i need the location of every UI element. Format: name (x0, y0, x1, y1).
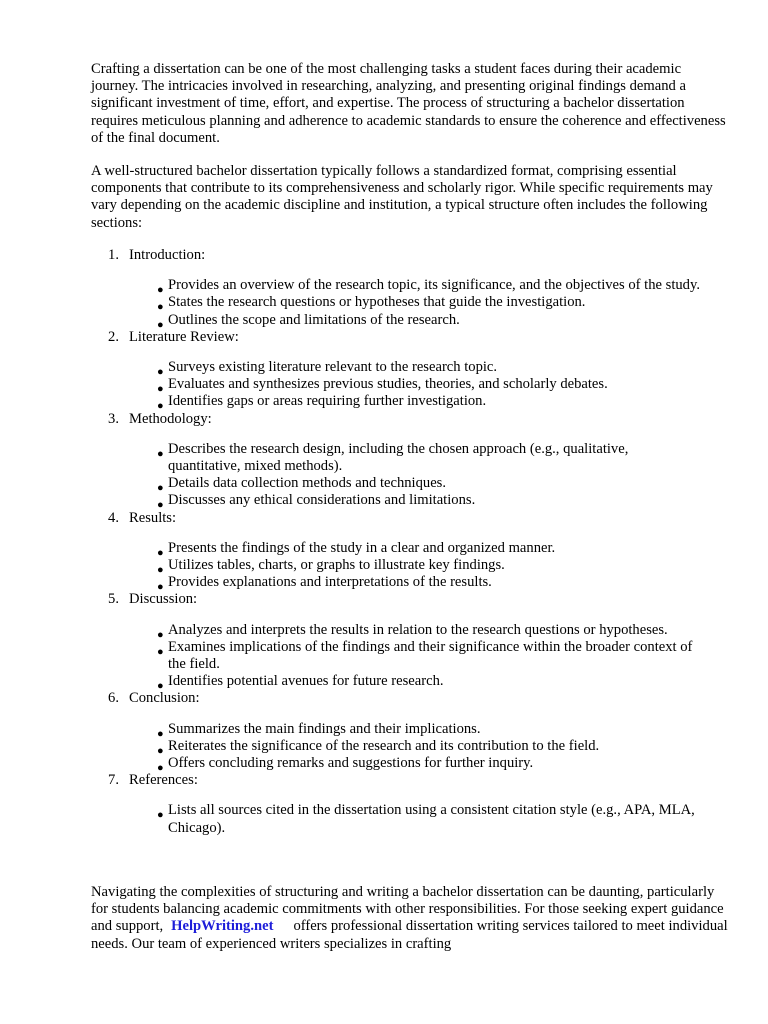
section-bullet-list (0, 441, 768, 510)
bullet-item (0, 574, 704, 594)
bullet-dot-icon: ● (157, 628, 164, 641)
bullet-item (0, 492, 704, 512)
section-title: References: (129, 772, 198, 789)
closing-paragraph (91, 884, 731, 953)
section-item (0, 772, 768, 837)
bullet-text: Reiterates the significance of the research and its contribution to the field. (168, 737, 600, 754)
section-bullet-list (0, 622, 768, 691)
bullet-text: Lists all sources cited in the dissertation using a consistent citation style (e.g., APA, MLA, Chicago). (168, 802, 695, 836)
bullet-dot-icon: ● (157, 400, 164, 413)
section-number: 1. (108, 247, 119, 263)
bullet-text: Provides explanations and interpretations of the results. (168, 574, 492, 591)
bullet-dot-icon: ● (157, 383, 164, 396)
section-heading (0, 247, 768, 264)
bullet-text: Identifies gaps or areas requiring further investigation. (168, 393, 487, 410)
bullet-dot-icon: ● (157, 581, 164, 594)
bullet-item (0, 738, 704, 755)
section-title: Discussion: (129, 591, 198, 608)
intro-paragraph: Crafting a dissertation can be one of the most challenging tasks a student faces during their academic journey. The intricacies involved in researching, analyzing, and presenting original findings demand a significant investment of time, effort, and expertise. The process of structuring a bachelor dissertation requires meticulous planning and adherence to academic standards to ensure the coherence and effectiveness of the final document. (91, 61, 726, 146)
bullet-dot-icon: ● (157, 680, 164, 693)
bullet-item (0, 673, 704, 693)
section-title: Conclusion: (129, 690, 200, 707)
bullet-text: Provides an overview of the research topic, its significance, and the objectives of the study. (168, 277, 700, 294)
bullet-dot-icon: ● (157, 809, 164, 822)
bullet-dot-icon: ● (157, 482, 164, 495)
bullet-dot-icon: ● (157, 727, 164, 740)
bullet-item (0, 475, 704, 495)
bullet-item (0, 294, 704, 314)
section-item (0, 591, 768, 693)
bullet-item (0, 721, 704, 738)
section-heading (0, 329, 768, 346)
bullet-text: Presents the findings of the study in a clear and organized manner. (168, 539, 556, 556)
section-heading (0, 510, 768, 527)
bullet-item (0, 359, 704, 376)
bullet-text: Examines implications of the findings and their significance within the broader context of the field. (168, 638, 693, 672)
section-number: 5. (108, 591, 119, 608)
closing-text-after-link: offers professional dissertation writing services tailored to meet individual needs. Our team of experienced writers specializes in crafting (91, 918, 728, 952)
bullet-text: Describes the research design, including the chosen approach (e.g., qualitative, quantitative, mixed methods). (168, 440, 629, 474)
bullet-dot-icon: ● (157, 301, 164, 314)
bullet-item (0, 802, 704, 836)
section-heading (0, 411, 768, 428)
bullet-text: Discusses any ethical considerations and limitations. (168, 492, 476, 509)
closing-text-before-link: Navigating the complexities of structuring and writing a bachelor dissertation can be daunting, particularly for students balancing academic commitments with other responsibilities. For those seeking expert guidance and support, (91, 884, 724, 935)
bullet-text: Summarizes the main findings and their implications. (168, 720, 481, 737)
bullet-dot-icon: ● (157, 563, 164, 576)
section-title: Methodology: (129, 410, 212, 427)
section-heading (0, 690, 768, 707)
bullet-item (0, 441, 704, 475)
bullet-item (0, 622, 704, 639)
section-bullet-list (0, 721, 768, 773)
bullet-dot-icon: ● (157, 645, 164, 658)
section-item (0, 510, 768, 592)
helpwriting-link[interactable]: HelpWriting.net (171, 918, 274, 935)
bullet-text: Utilizes tables, charts, or graphs to illustrate key findings. (168, 556, 505, 573)
section-number: 4. (108, 509, 119, 526)
section-title: Literature Review: (129, 328, 239, 345)
section-number: 3. (108, 410, 119, 427)
bullet-dot-icon: ● (157, 744, 164, 757)
bullet-dot-icon: ● (157, 447, 164, 460)
bullet-text: Offers concluding remarks and suggestions for further inquiry. (168, 754, 534, 771)
section-number: 7. (108, 772, 119, 789)
bullet-dot-icon: ● (157, 499, 164, 512)
section-item (0, 329, 768, 411)
section-number: 6. (108, 690, 119, 707)
bullet-text: Evaluates and synthesizes previous studies, theories, and scholarly debates. (168, 376, 608, 393)
bullet-item (0, 277, 704, 297)
bullet-text: Outlines the scope and limitations of the research. (168, 311, 460, 328)
section-number: 2. (108, 328, 119, 345)
section-item (0, 247, 768, 329)
section-title: Introduction: (129, 247, 206, 263)
bullet-text: Details data collection methods and techniques. (168, 475, 447, 492)
bullet-dot-icon: ● (157, 365, 164, 378)
bullet-item (0, 376, 704, 396)
section-heading (0, 772, 768, 789)
section-bullet-list (0, 802, 768, 836)
bullet-item (0, 755, 704, 772)
section-bullet-list (0, 540, 768, 592)
section-item (0, 411, 768, 510)
bullet-dot-icon: ● (157, 546, 164, 559)
section-bullet-list (0, 277, 768, 329)
section-bullet-list (0, 359, 768, 411)
bullet-text: Identifies potential avenues for future research. (168, 673, 444, 690)
bullet-dot-icon: ● (157, 284, 164, 297)
bullet-item (0, 557, 704, 574)
bullet-text: Surveys existing literature relevant to the research topic. (168, 358, 498, 375)
bullet-dot-icon: ● (157, 318, 164, 331)
bullet-item (0, 540, 704, 557)
bullet-text: Analyzes and interprets the results in relation to the research questions or hypotheses. (168, 621, 668, 638)
bullet-item (0, 312, 704, 329)
bullet-item (0, 393, 704, 413)
bullet-text: States the research questions or hypotheses that guide the investigation. (168, 294, 586, 311)
section-item (0, 690, 768, 772)
structure-paragraph: A well-structured bachelor dissertation typically follows a standardized format, comprising essential components that contribute to its comprehensiveness and scholarly rigor. While specific requirements may vary depending on the academic discipline and institution, a typical structure often includes the following sections: (91, 163, 713, 231)
section-heading (0, 591, 768, 608)
bullet-item (0, 639, 704, 673)
dissertation-sections-list (0, 247, 768, 837)
section-title: Results: (129, 509, 177, 526)
bullet-dot-icon: ● (157, 761, 164, 774)
